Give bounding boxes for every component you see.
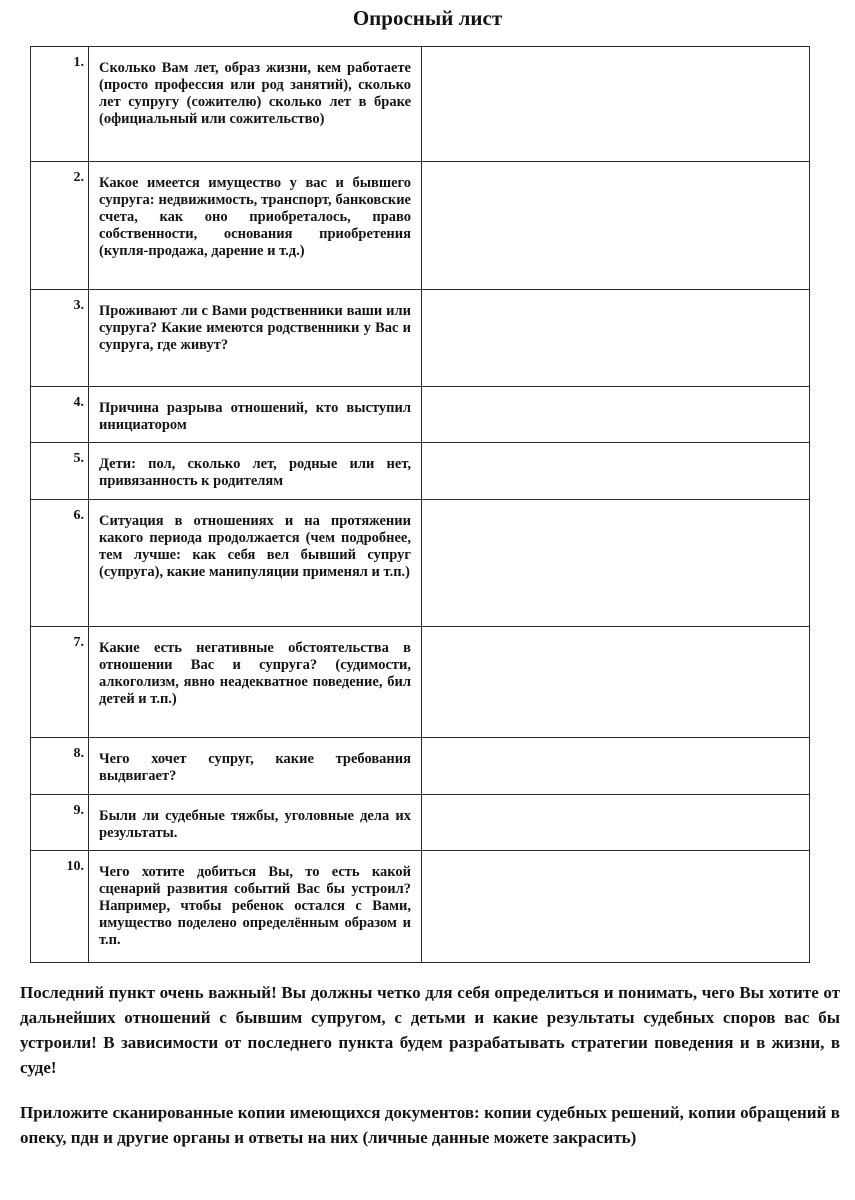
question-number-cell [31,290,89,387]
question-cell [89,47,422,162]
question-number-cell [31,627,89,738]
question-number-cell [31,47,89,162]
question-text: Проживают ли с Вами родственники ваши или супруга? Какие имеются родственники у Вас и супруга, где живут? [99,303,411,353]
question-number-cell [31,795,89,851]
answer-field[interactable] [422,500,810,627]
question-number: 3. [73,298,84,313]
questionnaire-table [30,46,810,963]
table-row [31,500,810,627]
question-text: Сколько Вам лет, образ жизни, кем работаете (просто профессия или род занятий), сколько лет супругу (сожителю) сколько лет в браке (официальный или сожительство) [99,60,411,127]
question-cell [89,627,422,738]
question-text: Ситуация в отношениях и на протяжении какого периода продолжается (чем подробнее, тем лучше: как себя вел бывший супруг (супруга), какие манипуляции применял и т.п.) [99,513,411,580]
question-text: Дети: пол, сколько лет, родные или нет, привязанность к родителям [99,456,411,489]
question-text: Причина разрыва отношений, кто выступил инициатором [99,400,411,433]
question-cell [89,162,422,290]
question-number: 2. [73,170,84,185]
question-cell [89,738,422,795]
question-text: Чего хочет супруг, какие требования выдвигает? [99,751,411,784]
question-number-cell [31,851,89,963]
question-number: 7. [73,635,84,650]
answer-field[interactable] [422,387,810,443]
question-text: Были ли судебные тяжбы, уголовные дела их результаты. [99,808,411,841]
answer-field[interactable] [422,627,810,738]
question-number-cell [31,443,89,500]
question-number: 1. [73,55,84,70]
question-cell [89,387,422,443]
question-text: Какие есть негативные обстоятельства в отношении Вас и супруга? (судимости, алкоголизм, явно неадекватное поведение, бил детей и т.п.) [99,640,411,707]
table-row [31,162,810,290]
question-number: 6. [73,508,84,523]
table-row [31,387,810,443]
question-number-cell [31,738,89,795]
question-number-cell [31,387,89,443]
question-number: 10. [66,859,84,874]
question-cell [89,290,422,387]
answer-field[interactable] [422,47,810,162]
answer-field[interactable] [422,795,810,851]
table-row [31,47,810,162]
document-title: Опросный лист [352,6,503,30]
question-cell [89,851,422,963]
question-number-cell [31,162,89,290]
question-number: 4. [73,395,84,410]
important-note: Последний пункт очень важный! Вы должны четко для себя определиться и понимать, чего Вы хотите от дальнейших отношений с бывшим супругом, с детьми и какие результаты судебных споров вас бы устроили! В зависимости от последнего пункта будем разрабатывать стратегии поведения и в жизни, в суде! [20,983,840,1077]
question-text: Какое имеется имущество у вас и бывшего супруга: недвижимость, транспорт, банковские счета, как оно приобреталось, право собственности, основания приобретения (купля-продажа, дарение и т.д.) [99,175,411,259]
table-row [31,738,810,795]
table-row [31,627,810,738]
question-number: 9. [73,803,84,818]
question-number: 8. [73,746,84,761]
question-text: Чего хотите добиться Вы, то есть какой сценарий развития событий Вас бы устроил? Например, чтобы ребенок остался с Вами, имущество поделено определённым образом и т.п. [99,864,411,948]
question-number: 5. [73,451,84,466]
table-row [31,795,810,851]
question-cell [89,443,422,500]
question-number-cell [31,500,89,627]
question-cell [89,795,422,851]
answer-field[interactable] [422,851,810,963]
answer-field[interactable] [422,738,810,795]
table-row [31,290,810,387]
table-row [31,851,810,963]
attachments-note: Приложите сканированные копии имеющихся документов: копии судебных решений, копии обращений в опеку, пдн и другие органы и ответы на них (личные данные можете закрасить) [20,1103,840,1147]
question-cell [89,500,422,627]
answer-field[interactable] [422,443,810,500]
table-row [31,443,810,500]
answer-field[interactable] [422,290,810,387]
answer-field[interactable] [422,162,810,290]
